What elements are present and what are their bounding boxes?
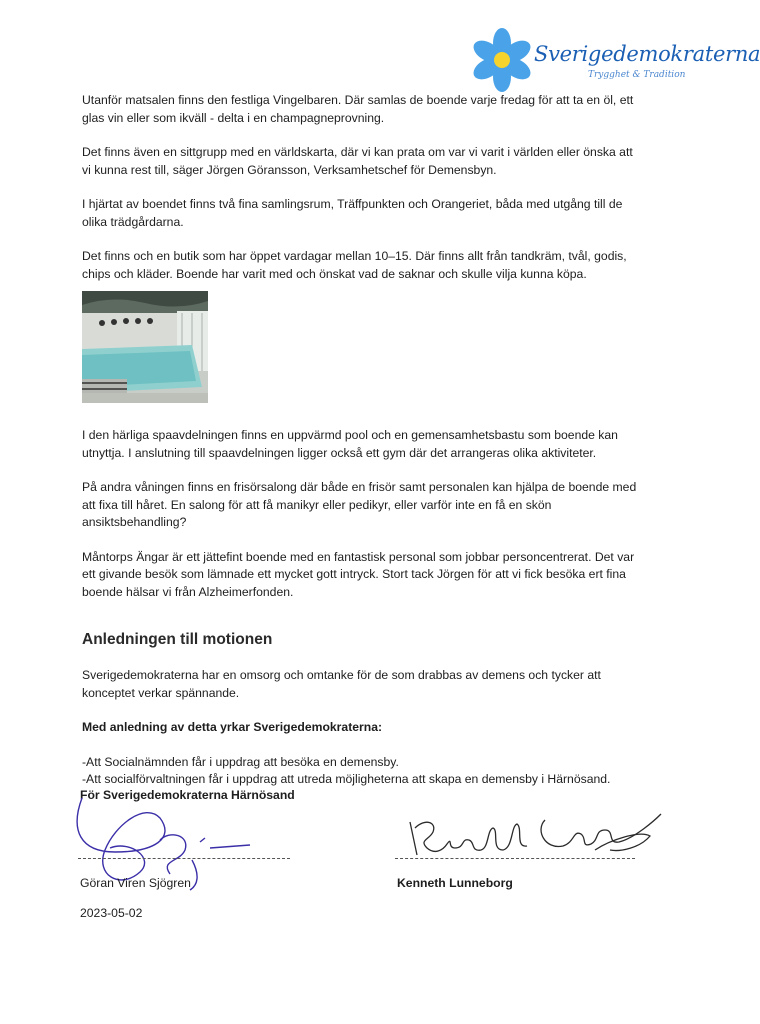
motion-demand-2: -Att socialförvaltningen får i uppdrag att utreda möjligheterna att skapa en demensby i Härnösand. <box>82 772 611 786</box>
signature-line-2 <box>395 858 635 859</box>
paragraph-butik: Det finns och en butik som har öppet vardagar mellan 10–15. Där finns allt från tandkräm, tvål, godis, chips och kläder. Boende har varit med och önskat vad de saknar och skulle vilja kunna köpa. <box>82 249 627 281</box>
motion-demand-intro: Med anledning av detta yrkar Sverigedemokraterna: <box>82 720 383 734</box>
paragraph-samlingsrum: I hjärtat av boendet finns två fina samlingsrum, Träffpunkten och Orangeriet, båda med utgång till de olika trädgårdarna. <box>82 197 623 229</box>
paragraph-mantorp: Måntorps Ängar är ett jättefint boende med en fantastisk personal som jobbar personcentrerat. Det var ett givande besök som lämnade ett mycket gott intryck. Stort tack Jörgen för att vi fick besöka ert fina boende hälsar vi från Alzheimerfonden. <box>82 549 635 599</box>
paragraph-vingelbaren: Utanför matsalen finns den festliga Vingelbaren. Där samlas de boende varje fredag för att ta en öl, ett glas vin eller som ikväll - delta i en champagneprovning. <box>82 93 634 125</box>
paragraph-frisor: På andra våningen finns en frisörsalong där både en frisör samt personalen kan hjälpa de boende med att fixa till håret. En salong för att få manikyr eller pedikyr, eller varför inte en få en skön ansiktsbehandling? <box>82 480 637 529</box>
party-logo <box>470 26 760 94</box>
motion-demand-1: -Att Socialnämnden får i uppdrag att besöka en demensby. <box>82 754 399 769</box>
signature-line-1 <box>78 858 290 859</box>
signature-organisation: För Sverigedemokraterna Härnösand <box>80 788 295 802</box>
motion-heading: Anledningen till motionen <box>82 631 273 648</box>
flower-logo-icon <box>470 26 534 94</box>
logo-name: Sverigedemokraterna <box>534 42 760 66</box>
paragraph-sittgrupp: Det finns även en sittgrupp med en världskarta, där vi kan prata om var vi varit i världen eller önska att vi kunna rest till, säger Jörgen Göransson, Verksamhetschef för Demensbyn. <box>82 145 633 177</box>
paragraph-spa: I den härliga spaavdelningen finns en uppvärmd pool och en gemensamhetsbastu som boende kan utnyttja. I anslutning till spaavdelningen ligger också ett gym där det arrangeras olika aktiviteter. <box>82 428 618 460</box>
signer-1-name: Göran Viren Sjögren <box>80 876 191 890</box>
pool-photo <box>82 291 208 403</box>
signature-lunneborg <box>395 800 665 870</box>
logo-tagline: Trygghet & Tradition <box>588 70 686 80</box>
signature-date: 2023-05-02 <box>80 906 143 920</box>
motion-intro: Sverigedemokraterna har en omsorg och omtanke för de som drabbas av demens och tycker att konceptet verkar spännande. <box>82 668 601 700</box>
document-body <box>82 92 637 789</box>
signer-2-name: Kenneth Lunneborg <box>397 876 513 890</box>
signature-sjogren <box>60 790 260 900</box>
